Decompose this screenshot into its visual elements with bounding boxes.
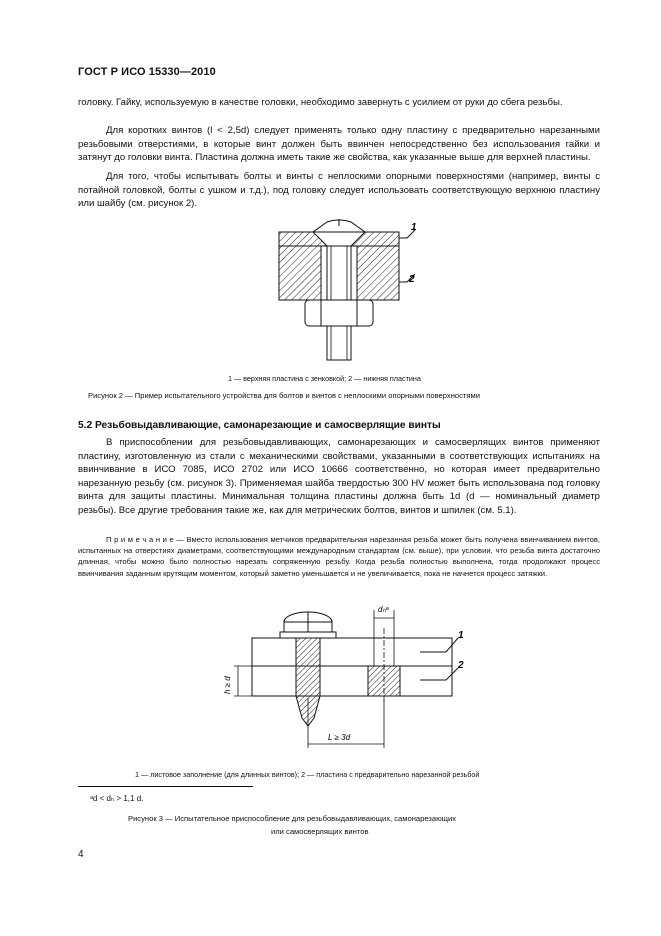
footnote: ᵃd < dₕ > 1,1 d. [90,794,144,803]
fig3-label-1: 1 [458,630,464,641]
figure-2-drawing [255,216,425,368]
page-header: ГОСТ Р ИСО 15330—2010 [78,66,216,78]
figure-2-caption: Рисунок 2 — Пример испытательного устройства для болтов и винтов с неплоскими опорными поверхностями [88,391,480,400]
section-paragraph: В приспособлении для резьбовыдавливающих, самонарезающих и самосверлящих винтов применяют пластину, изготовленную из стали с механическими свойствами, указанными в соответствующих испытаниях на ввинчивание в ИСО 7085, ИСО 2702 или ИСО 10666 соответственно, но которая имеет предварительно нарезанную резьбу (см. рисунок 3). Применяемая шайба твердостью 300 HV может быть использована под головку винта для защиты пластины. Минимальная толщина пластины должна быть 1d (d — номинальный диаметр резьбы). Все другие требования такие же, как для метрических болтов, винтов и шпилек (см. 5.1). [78,437,600,516]
figure-3-caption-line-1: Рисунок 3 — Испытательное приспособление для резьбовыдавливающих, самонарезающих [128,814,457,823]
figure-2-legend: 1 — верхняя пластина с зенковкой; 2 — нижняя пластина [228,374,421,383]
fig3-label-2: 2 [458,660,464,671]
page-number: 4 [78,849,84,860]
fig3-dim-dh: dₕᵃ [378,605,389,614]
figure-3-caption-line-2: или самосверлящих винтов [271,827,369,836]
fig2-label-1: 1 [411,222,417,233]
note: П р и м е ч а н и е — Вместо использования метчиков предварительная нарезанная резьба может быть получена ввинчиванием винтов, испытанных на отверстиях диаметрами, соответствующими международным стандартам (см. выше), при условии, что резьба винта достаточно длинная, чтобы можно было полностью нарезать сопряженную резьбу. Когда резьба полностью выполнена, тогда продолжают процесс ввинчивания заданным крутящим моментом, который заметно уменьшается и не увеличивается, пока не начнется процесс затяжки. [78,535,600,578]
fig3-dim-h: h ≥ d [223,676,232,694]
figure-3-legend: 1 — листовое заполнение (для длинных винтов); 2 — пластина с предварительно нарезанной резьбой [135,770,480,779]
figure-3-drawing [210,598,480,760]
paragraph-3: Для того, чтобы испытывать болты и винты с неплоскими опорными поверхностями (например, винты с потайной головкой, болты с ушком и т.д.), под головку следует использовать соответствующую верхнюю пластину или шайбу (см. рисунок 2). [78,171,600,210]
paragraph-2: Для коротких винтов (l < 2,5d) следует применять только одну пластину с предварительно нарезанными резьбовыми отверстиями, в которые винт должен быть ввинчен непосредственно без использования гайки и затянут до головки винта. Пластина должна иметь такие же свойства, как указанные выше для верхней пластины. [78,125,600,164]
fig2-label-2: 2 [409,274,415,285]
fig3-dim-L: L ≥ 3d [328,733,351,742]
paragraph-1: головку. Гайку, используемую в качестве головки, необходимо завернуть с усилием от руки до сбега резьбы. [78,97,563,108]
footnote-divider [78,786,253,787]
section-heading: 5.2 Резьбовыдавливающие, самонарезающие и самосверлящие винты [78,420,441,431]
